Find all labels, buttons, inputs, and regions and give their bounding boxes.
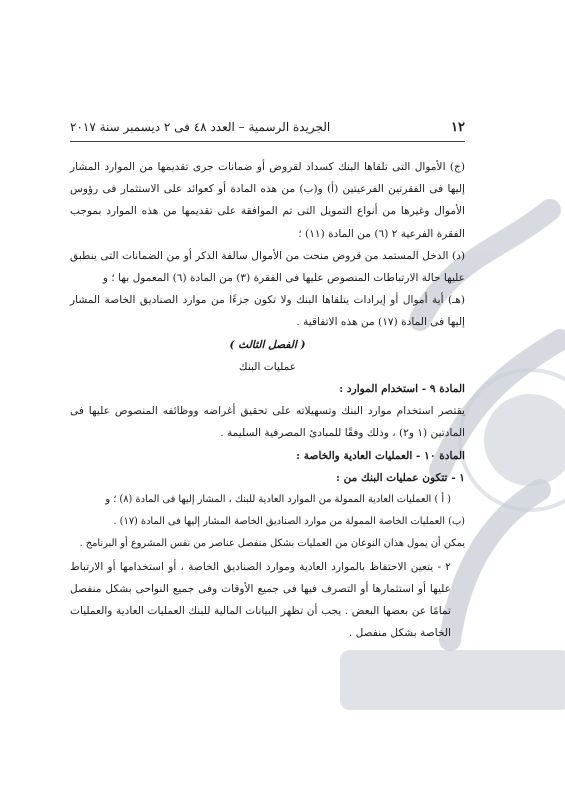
article-10-heading: المادة ١٠ - العمليات العادية والخاصة : [296, 449, 465, 462]
paragraph-item-d: (د) الدخل المستمد من قروض منحت من الأموال سالفة الذكر أو من الضمانات التى ينطبق عليها حالة الارتباطات المنصوص عليها فى الفقرة (٣) من المادة (٦) المعمول بها ؛ و [70, 249, 465, 285]
article-10-clause-1: ١ - تتكون عمليات البنك من : [336, 471, 465, 484]
article-9-heading: المادة ٩ - استخدام الموارد : [339, 383, 465, 396]
operations-item-a: ( أ ) العمليات العادية الممولة من الموارد العادية للبنك ، المشار إليها فى المادة (٨) ؛ و [105, 494, 451, 506]
article-9-text: يقتصر استخدام موارد البنك وتسهيلاته على تحقيق أغراضه ووظائفه المنصوص عليها فى المادتين (١ و٢) ، وذلك وفقًا للمبادئ المصرفية السليمة . [70, 405, 465, 440]
chapter-title: عمليات البنك [238, 360, 297, 373]
operations-item-b: (ب) العمليات الخاصة الممولة من موارد الصناديق الخاصة المشار إليها فى المادة (١٧) . [113, 516, 465, 528]
operations-note: يمكن أن يمول هذان النوعان من العمليات بشكل منفصل عناصر من نفس المشروع أو البرنامج . [79, 538, 465, 550]
page-number: ١٢ [451, 120, 465, 135]
article-10-clause-2: ٢ - يتعين الاحتفاظ بالموارد العادية وموارد الصناديق الخاصة ، أو استخدامها أو الارتباط عليها أو استثمارها أو التصرف فيها فى جميع الأوقات وفى جميع النواحى بشكل منفصل تمامًا عن بعضها البعض . يجب أن تظهر البيانات المالية للبنك العمليات العادية والعمليات الخاصة بشكل منفصل . [70, 560, 451, 640]
page [70, 120, 465, 644]
paragraph-item-e: (هـ) أية أموال أو إيرادات يتلقاها البنك ولا تكون جزءًا من موارد الصناديق الخاصة المشار إليها فى المادة (١٧) من هذه الاتفاقية . [70, 294, 465, 329]
paragraph-item-c: (ج) الأموال التى تلقاها البنك كسداد لقروض أو ضمانات جرى تقديمها من الموارد المشار إليها فى الفقرتين الفرعيتين (أ) و(ب) من هذه المادة أو كعوائد على الاستثمار فى رؤوس الأموال وغيرها من أنواع التمويل التى تم الموافقة على تقديمها من هذه الموارد بموجب الفقرة الفرعية ٢ (٦) من المادة (١١) ؛ [70, 161, 465, 240]
gazette-title: الجريدة الرسمية – العدد ٤٨ فى ٢ ديسمبر سنة ٢٠١٧ [70, 120, 331, 134]
document-body [70, 156, 465, 644]
chapter-heading: ( الفصل الثالث ) [229, 338, 306, 351]
page-header [70, 120, 465, 142]
